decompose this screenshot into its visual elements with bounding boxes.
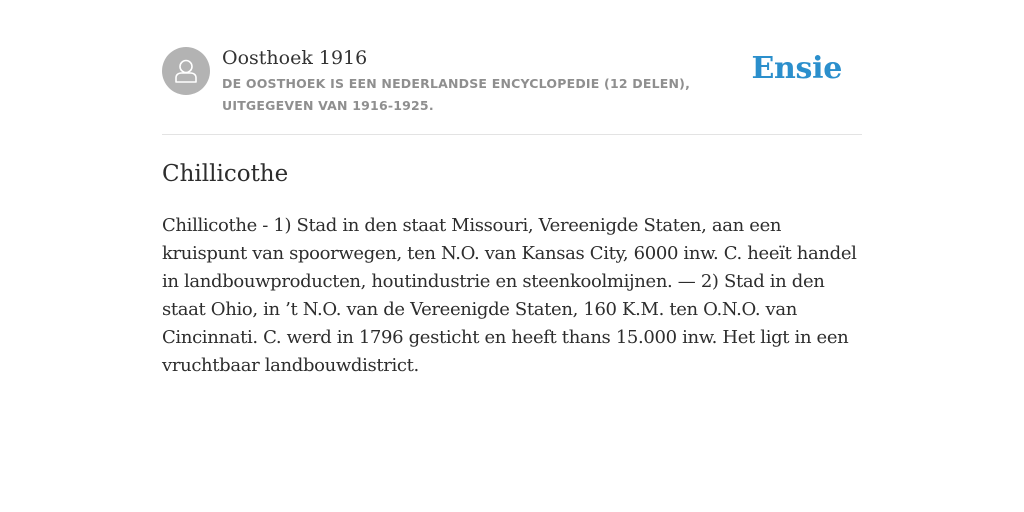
brand-logo-link[interactable]: Ensie <box>751 51 842 86</box>
source-header <box>162 0 862 135</box>
entry-card <box>162 0 862 380</box>
entry-title: Chillicothe <box>162 161 289 187</box>
source-info <box>222 46 762 117</box>
source-description: DE OOSTHOEK IS EEN NEDERLANDSE ENCYCLOPEDIE (12 DELEN), UITGEGEVEN VAN 1916-1925. <box>222 76 691 113</box>
entry-body: Chillicothe - 1) Stad in den staat Missouri, Vereenigde Staten, aan een kruispunt van spoorwegen, ten N.O. van Kansas City, 6000 inw. C. heeït handel in landbouwproducten, houtindustrie en steenkoolmijnen. — 2) Stad in den staat Ohio, in ’t N.O. van de Vereenigde Staten, 160 K.M. ten O.N.O. van Cincinnati. C. werd in 1796 gesticht en heeft thans 15.000 inw. Het ligt in een vruchtbaar landbouwdistrict. <box>162 215 857 376</box>
user-icon <box>162 47 210 95</box>
source-title[interactable]: Oosthoek 1916 <box>222 47 368 69</box>
avatar[interactable] <box>162 47 210 95</box>
